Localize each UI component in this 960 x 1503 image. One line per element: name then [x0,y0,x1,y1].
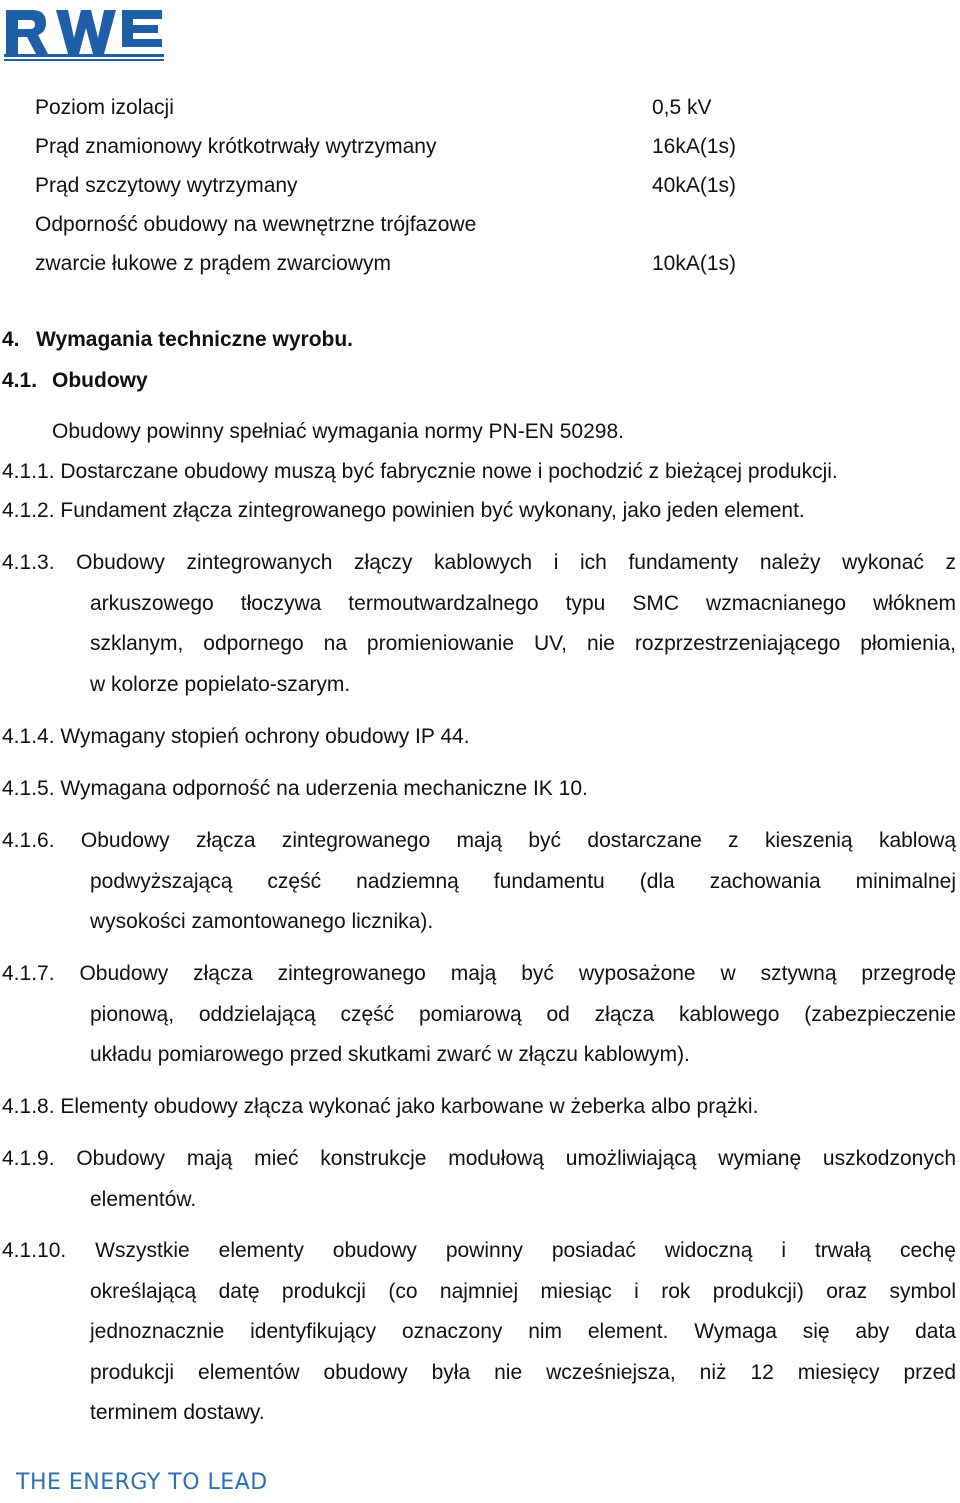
spec-value: 16kA(1s) [652,135,737,158]
item-4-1-9 [2,1139,956,1220]
item-line: podwyższającą część nadziemną fundamentu (dla zachowania minimalnej [90,869,956,893]
item-first-line: 4.1.6. Obudowy złącza zintegrowanego mają być dostarczane z kieszenią kablową [2,829,956,852]
spec-value: 10kA(1s) [652,252,737,275]
item-4-1-5: 4.1.5. Wymagana odporność na uderzenia mechaniczne IK 10. [2,777,588,800]
spec-value: 0,5 kV [652,96,712,119]
item-continuation [2,1180,956,1221]
section-number: 4.1. [2,369,38,392]
item-line: określającą datę produkcji (co najmniej miesiąc i rok produkcji) oraz symbol [90,1279,956,1303]
item-continuation [2,995,956,1076]
item-4-1-6 [2,821,956,943]
item-4-1-10 [2,1231,956,1434]
item-line: arkuszowego tłoczywa termoutwardzalnego typu SMC wzmacnianego włóknem [90,591,956,615]
footer-tagline: THE ENERGY TO LEAD [16,1470,268,1495]
item-4-1-2: 4.1.2. Fundament złącza zintegrowanego powinien być wykonany, jako jeden element. [2,499,805,522]
spec-row [35,127,795,166]
item-line: elementów. [90,1187,197,1211]
item-line: pionową, oddzielającą część pomiarową od złącza kablowego (zabezpieczenie [90,1002,956,1026]
spec-row [35,166,795,205]
item-first-line: 4.1.10. Wszystkie elementy obudowy powinny posiadać widoczną i trwałą cechę [2,1239,956,1262]
section-heading [2,328,353,352]
item-continuation [2,584,956,706]
section-title: Wymagania techniczne wyrobu. [36,328,354,351]
subsection-heading [2,369,148,393]
spec-label: Prąd szczytowy wytrzymany [35,174,298,197]
item-4-1-8: 4.1.8. Elementy obudowy złącza wykonać jako karbowane w żeberka albo prążki. [2,1095,759,1118]
item-continuation [2,1272,956,1434]
item-line: produkcji elementów obudowy była nie wcześniejsza, niż 12 miesięcy przed [90,1360,956,1384]
spec-row [35,88,795,127]
spec-label [35,205,652,283]
rwe-logo-graphic [4,6,164,62]
item-first-line: 4.1.7. Obudowy złącza zintegrowanego mają być wyposażone w sztywną przegrodę [2,962,956,985]
spec-label-line: zwarcie łukowe z prądem zwarciowym [35,252,391,275]
item-first-line: 4.1.9. Obudowy mają mieć konstrukcje modułową umożliwiającą wymianę uszkodzonych [2,1147,956,1170]
spec-value: 40kA(1s) [652,174,737,197]
section-title: Obudowy [52,369,148,392]
spec-label: Poziom izolacji [35,96,174,119]
item-line: wysokości zamontowanego licznika). [90,910,434,933]
item-4-1-4: 4.1.4. Wymagany stopień ochrony obudowy IP 44. [2,725,470,748]
item-4-1-1: 4.1.1. Dostarczane obudowy muszą być fabrycznie nowe i pochodzić z bieżącej produkcji. [2,460,838,483]
intro-paragraph: Obudowy powinny spełniać wymagania normy PN-EN 50298. [52,420,624,443]
section-number: 4. [2,328,20,351]
item-line: terminem dostawy. [90,1401,265,1424]
item-line: układu pomiarowego przed skutkami zwarć w złączu kablowym). [90,1043,690,1066]
item-line: szklanym, odpornego na promieniowanie UV, nie rozprzestrzeniającego płomienia, [90,632,956,655]
spec-table [35,88,795,283]
item-line: w kolorze popielato-szarym. [90,672,351,696]
spec-label: Prąd znamionowy krótkotrwały wytrzymany [35,135,437,158]
rwe-logo [4,6,164,62]
item-line: jednoznacznie identyfikujący oznaczony nim element. Wymaga się aby data [90,1320,956,1343]
item-4-1-3 [2,543,956,705]
spec-row [35,205,795,283]
item-continuation [2,862,956,943]
item-first-line: 4.1.3. Obudowy zintegrowanych złączy kablowych i ich fundamenty należy wykonać z [2,551,956,574]
spec-label-line: Odporność obudowy na wewnętrzne trójfazowe [35,213,477,236]
item-4-1-7 [2,954,956,1076]
